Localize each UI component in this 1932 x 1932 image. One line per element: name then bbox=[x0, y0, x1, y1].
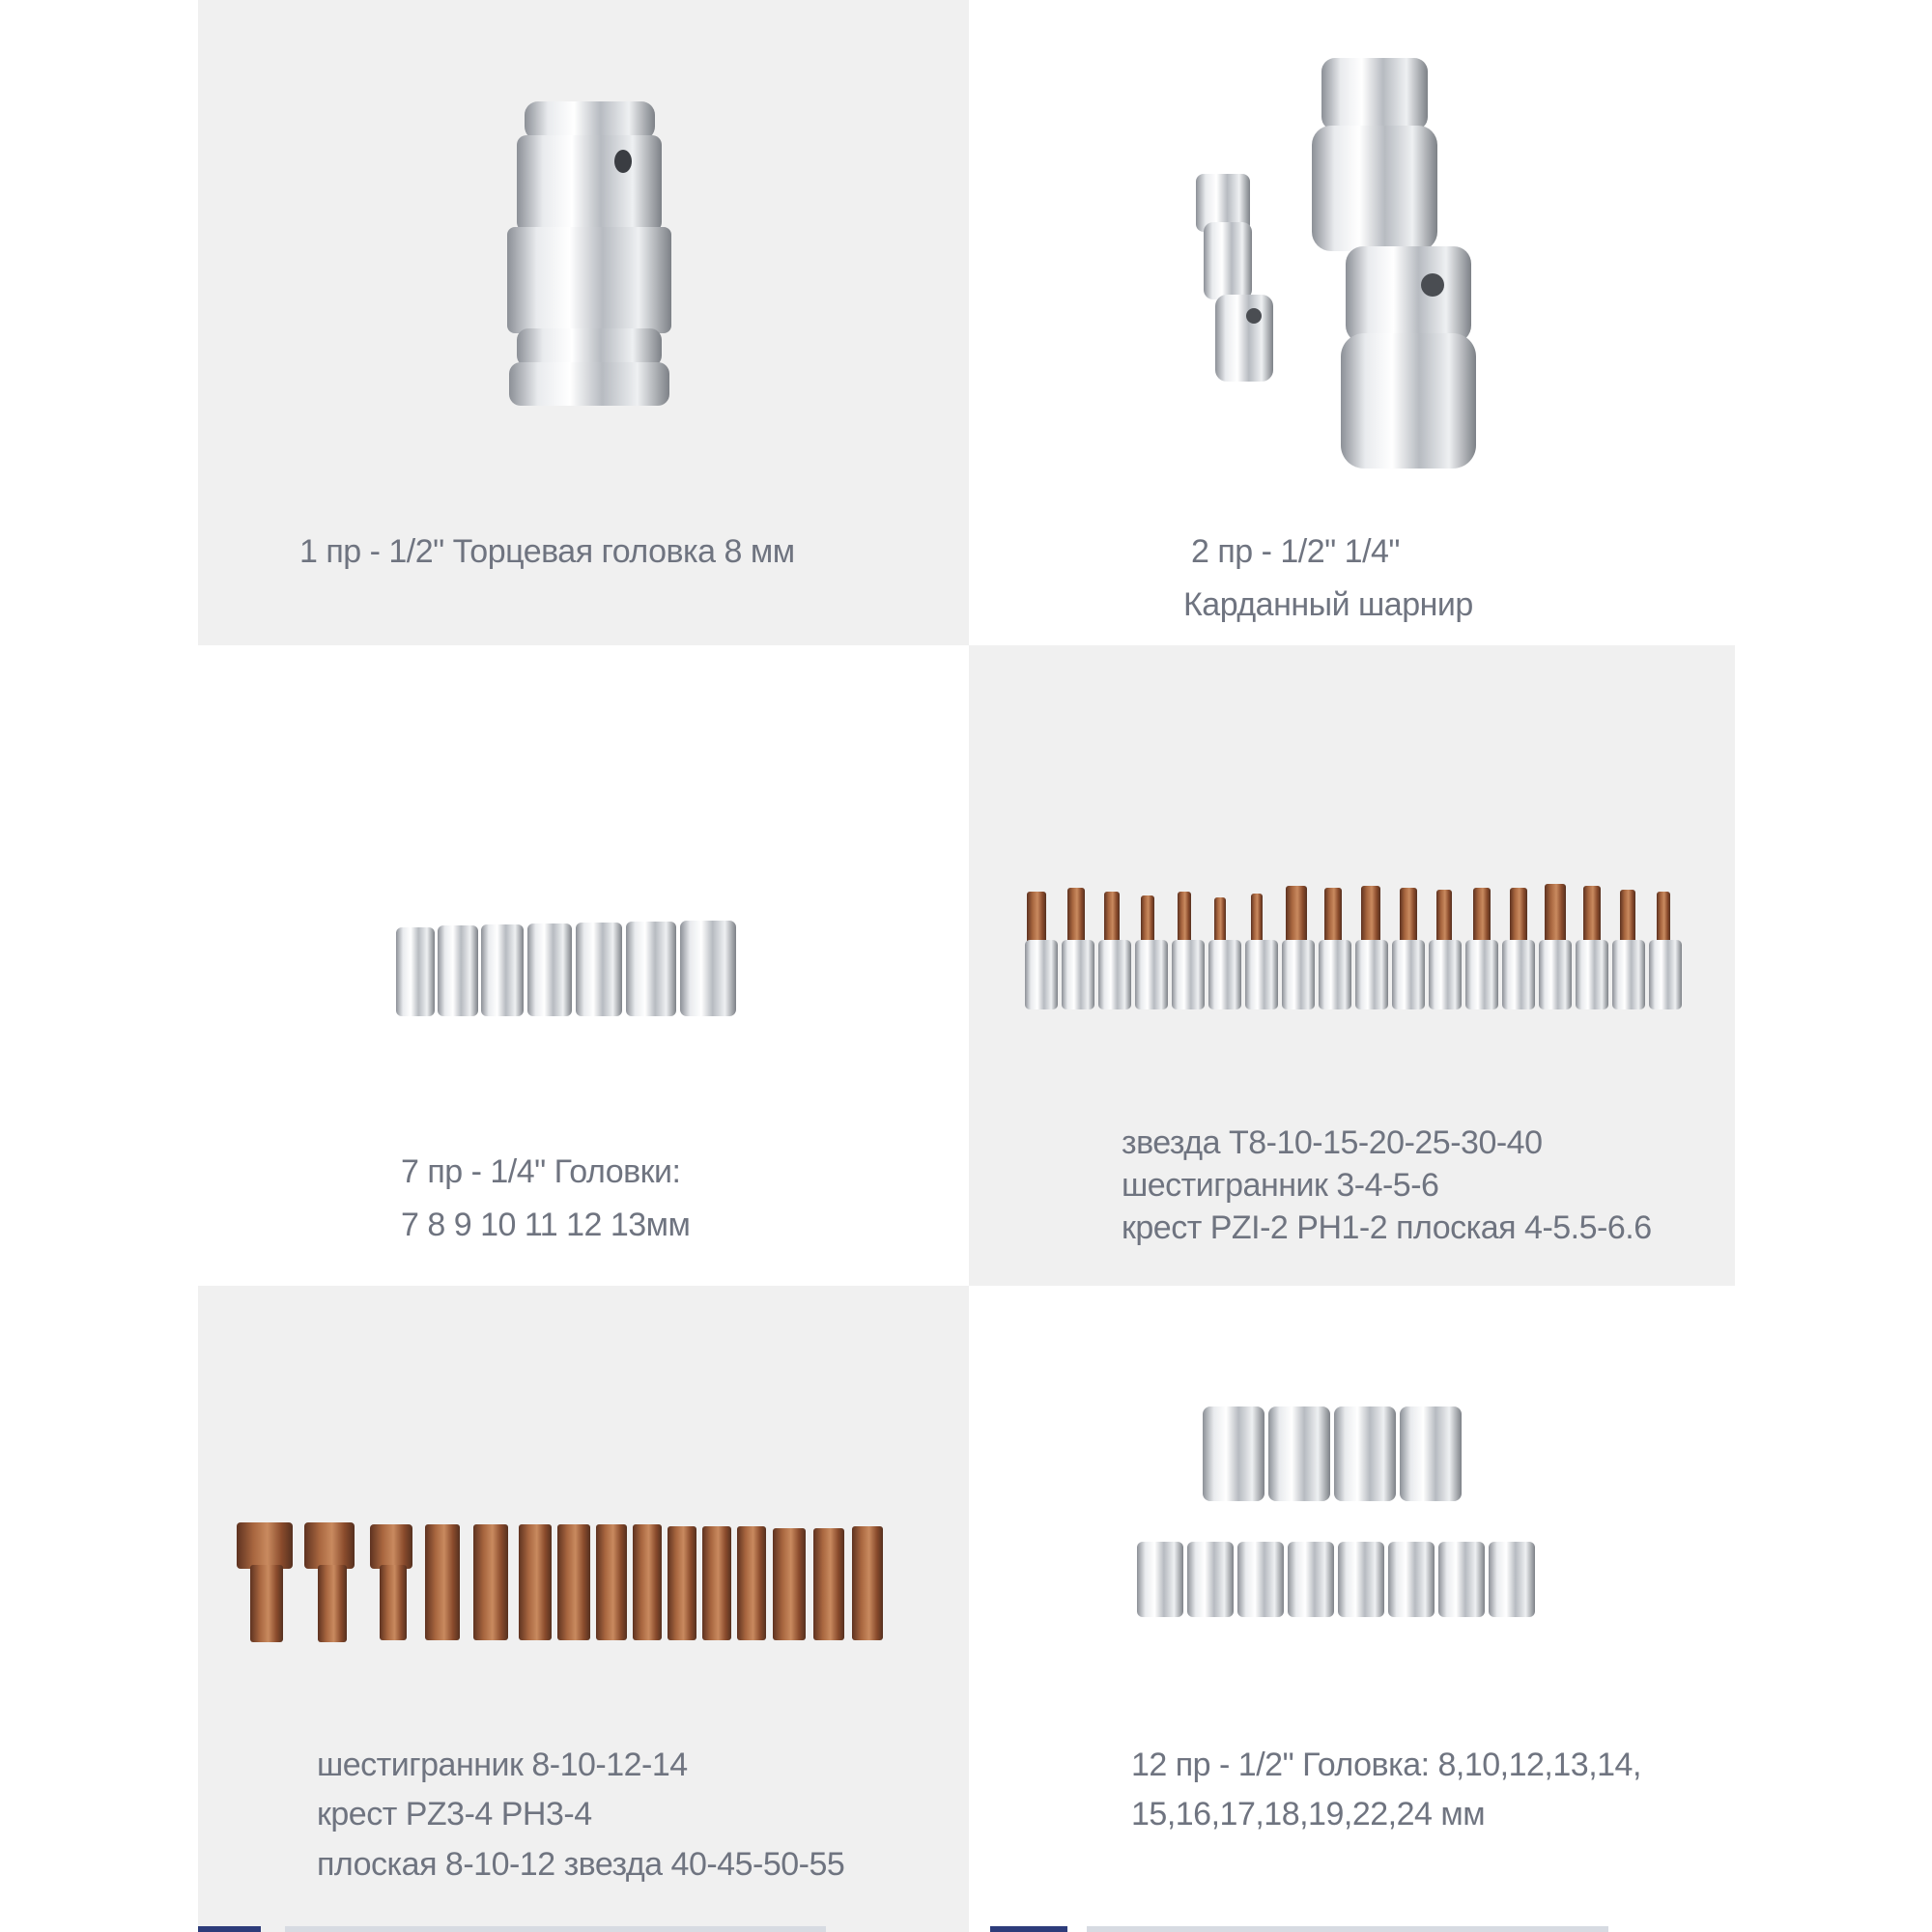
caption-line: 12 пр - 1/2" Головка: 8,10,12,13,14, bbox=[1131, 1747, 1641, 1783]
caption-line: звезда T8-10-15-20-25-30-40 bbox=[1122, 1124, 1543, 1161]
caption-line: шестигранник 3-4-5-6 bbox=[1122, 1167, 1439, 1204]
caption-line: 2 пр - 1/2" 1/4" bbox=[1191, 533, 1401, 570]
bit-sockets-photo bbox=[1025, 882, 1691, 1017]
universal-joints-photo bbox=[1186, 53, 1534, 478]
caption-line: крест PZI-2 PH1-2 плоская 4-5.5-6.6 bbox=[1122, 1209, 1652, 1246]
large-sockets-photo bbox=[1133, 1406, 1558, 1619]
caption-line: крест PZ3-4 PH3-4 bbox=[317, 1796, 592, 1833]
caption-line: 1 пр - 1/2" Торцевая головка 8 мм bbox=[299, 533, 795, 570]
caption-line: 15,16,17,18,19,22,24 мм bbox=[1131, 1796, 1486, 1833]
panel-large-bits bbox=[198, 1286, 969, 1932]
panel-socket-8mm bbox=[198, 0, 969, 645]
panel-large-sockets bbox=[969, 1286, 1735, 1932]
panel-universal-joints bbox=[969, 0, 1735, 645]
caption-line: 7 пр - 1/4" Головки: bbox=[401, 1153, 681, 1190]
bottom-cropped-strip bbox=[198, 1920, 1735, 1932]
large-bits-photo bbox=[237, 1522, 913, 1648]
socket-adapter-photo bbox=[488, 92, 691, 420]
caption-line: 7 8 9 10 11 12 13мм bbox=[401, 1207, 691, 1243]
caption-line: Карданный шарнир bbox=[1183, 586, 1473, 623]
small-sockets-photo bbox=[394, 920, 742, 1026]
panel-bit-sockets bbox=[969, 645, 1735, 1286]
panel-small-sockets bbox=[198, 645, 969, 1286]
caption-line: шестигранник 8-10-12-14 bbox=[317, 1747, 688, 1783]
caption-line: плоская 8-10-12 звезда 40-45-50-55 bbox=[317, 1846, 845, 1883]
